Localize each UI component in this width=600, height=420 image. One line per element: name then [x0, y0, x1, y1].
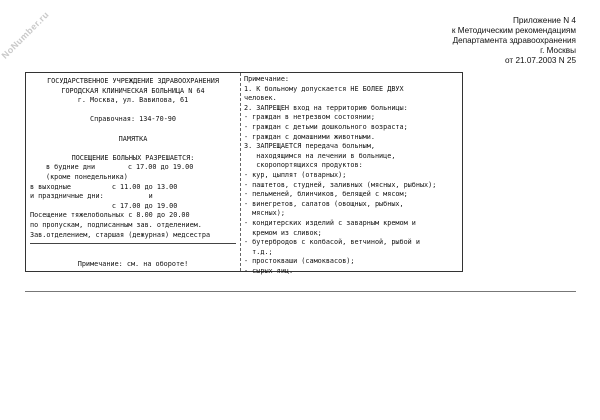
note-line: находящимся на лечении в больнице,	[244, 151, 396, 160]
phone-info: Справочная: 134-70-90	[90, 115, 176, 124]
appendix-block	[452, 16, 576, 66]
memo-right-column	[241, 73, 464, 275]
note-line: 2. ЗАПРЕЩЕН вход на территорию больницы:	[244, 103, 408, 112]
memo-left-column	[26, 73, 241, 271]
appendix-line: г. Москвы	[540, 46, 576, 55]
schedule-line: и праздничные дни: и	[30, 192, 153, 201]
memo-box	[25, 72, 463, 275]
note-line: - винегретов, салатов (овощных, рыбных,	[244, 199, 404, 208]
page-divider	[25, 291, 576, 292]
note-line: - паштетов, студней, заливных (мясных, рыбных);	[244, 180, 437, 189]
note-line: - граждан в нетрезвом состоянии;	[244, 113, 375, 122]
footer-note: Примечание: см. на обороте!	[77, 259, 189, 268]
visits-title: ПОСЕЩЕНИЕ БОЛЬНЫХ РАЗРЕШАЕТСЯ:	[71, 153, 195, 162]
schedule-line: в выходные с 11.00 до 13.00	[30, 182, 178, 191]
note-line: - бутербродов с колбасой, ветчиной, рыбой и	[244, 238, 420, 247]
note-line: скоропортящихся продуктов:	[244, 161, 363, 170]
note-line: - пельменей, блинчиков, белящей с мясом;	[244, 190, 408, 199]
watermark: NoNumber.ru	[0, 9, 51, 61]
note-line: - сырых яиц.	[244, 266, 294, 275]
schedule-line: по пропускам, подписанным зав. отделением.	[30, 220, 202, 229]
note-line: т.д.;	[244, 247, 273, 256]
note-line: - граждан с детьми дошкольного возраста;	[244, 122, 408, 131]
note-line: 3. ЗАПРЕЩАЕТСЯ передача больным,	[244, 142, 375, 151]
schedule-line: с 17.00 до 19.00	[30, 201, 178, 210]
schedule-line: (кроме понедельника)	[46, 172, 128, 181]
note-line: человек.	[244, 94, 277, 103]
note-line: Примечание:	[244, 75, 290, 83]
memo-title: ПАМЯТКА	[118, 134, 148, 143]
hospital-name: ГОСУДАРСТВЕННОЕ УЧРЕЖДЕНИЕ ЗДРАВООХРАНЕНИЯ	[47, 77, 219, 85]
appendix-line: к Методическим рекомендациям	[451, 26, 576, 35]
note-line: - простокваши (самоквасов);	[244, 257, 355, 266]
schedule-line: в будние дни с 17.00 до 19.00	[46, 163, 194, 172]
schedule-line: Посещение тяжелобольных с 8.00 до 20.00	[30, 211, 190, 220]
note-line: - граждан с домашними животными.	[244, 132, 375, 141]
appendix-line: Приложение N 4	[512, 16, 576, 25]
note-line: - кондитерских изделий с заварным кремом и	[244, 218, 416, 227]
note-line: 1. К больному допускается НЕ БОЛЕЕ ДВУХ	[244, 84, 404, 93]
appendix-line: от 21.07.2003 N 25	[505, 56, 576, 65]
note-line: кремом из сливок;	[244, 228, 322, 237]
note-line: - кур, цыплят (отварных);	[244, 170, 347, 179]
note-line: мясных);	[244, 209, 285, 218]
appendix-line: Департамента здравоохранения	[452, 36, 576, 45]
signature-line	[30, 243, 236, 244]
hospital-address: г. Москва, ул. Вавилова, 61	[77, 96, 189, 105]
hospital-name-line: ГОРОДСКАЯ КЛИНИЧЕСКАЯ БОЛЬНИЦА N 64	[61, 86, 205, 95]
schedule-line: Зав.отделением, старшая (дежурная) медсестра	[30, 230, 211, 239]
